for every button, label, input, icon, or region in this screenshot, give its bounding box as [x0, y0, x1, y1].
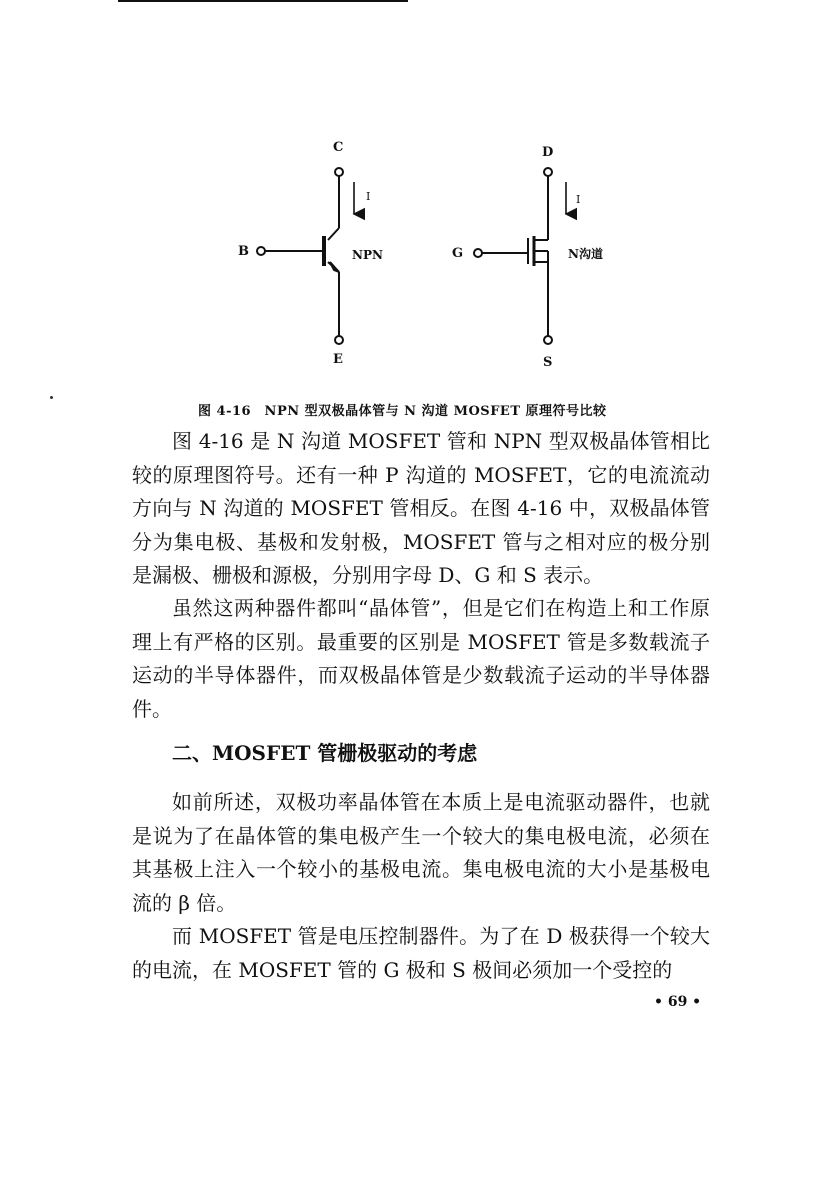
paragraph-1: 图 4-16 是 N 沟道 MOSFET 管和 NPN 型双极晶体管相比较的原理图符号。还有一种 P 沟道的 MOSFET，它的电流流动方向与 N 沟道的 MOSFET 管相反。在图 4-16 中，双极晶体管分为集电极、基极和发射极，MOSFET 管与之相对应的极分别是漏极、栅极和源极，分别用字母 D、G 和 S 表示。	[132, 429, 710, 587]
emitter-terminal	[335, 336, 343, 344]
drain-label: D	[542, 145, 554, 160]
gate-label: G	[452, 246, 464, 261]
source-terminal	[544, 336, 552, 344]
paragraph-4: 而 MOSFET 管是电压控制器件。为了在 D 极获得一个较大的电流，在 MOSFET 管的 G 极和 S 极间必须加一个受控的	[132, 924, 710, 982]
emitter-label: E	[333, 352, 343, 367]
mosfet-type-label: N沟道	[568, 247, 603, 261]
collector-label: C	[333, 140, 344, 155]
base-terminal	[257, 247, 265, 255]
mosfet-symbol	[474, 168, 566, 344]
figure-caption: 图 4-16 NPN 型双极晶体管与 N 沟道 MOSFET 原理符号比较	[198, 404, 607, 419]
mosfet-current-label: I	[576, 193, 581, 206]
drain-terminal	[544, 168, 552, 176]
paragraph-3: 如前所述，双极功率晶体管在本质上是电流驱动器件，也就是说为了在晶体管的集电极产生一个较大的集电极电流，必须在其基极上注入一个较小的基极电流。集电极电流的大小是基极电流的 β 倍。	[132, 790, 710, 915]
page-number: • 69 •	[654, 994, 702, 1010]
source-label: S	[543, 355, 553, 370]
paragraph-2: 虽然这两种器件都叫“晶体管”，但是它们在构造上和工作原理上有严格的区别。最重要的区别是 MOSFET 管是多数载流子运动的半导体器件，而双极晶体管是少数载流子运动的半导体器件。	[132, 596, 710, 721]
base-label: B	[238, 244, 249, 259]
transistor-figure	[0, 0, 818, 400]
schematic-drawing	[0, 0, 818, 400]
collector-terminal	[335, 168, 343, 176]
npn-current-label: I	[366, 190, 371, 203]
section-heading: 二、MOSFET 管栅极驱动的考虑	[172, 741, 478, 765]
gate-terminal	[474, 249, 482, 257]
npn-type-label: NPN	[352, 248, 383, 262]
npn-symbol	[257, 168, 354, 344]
